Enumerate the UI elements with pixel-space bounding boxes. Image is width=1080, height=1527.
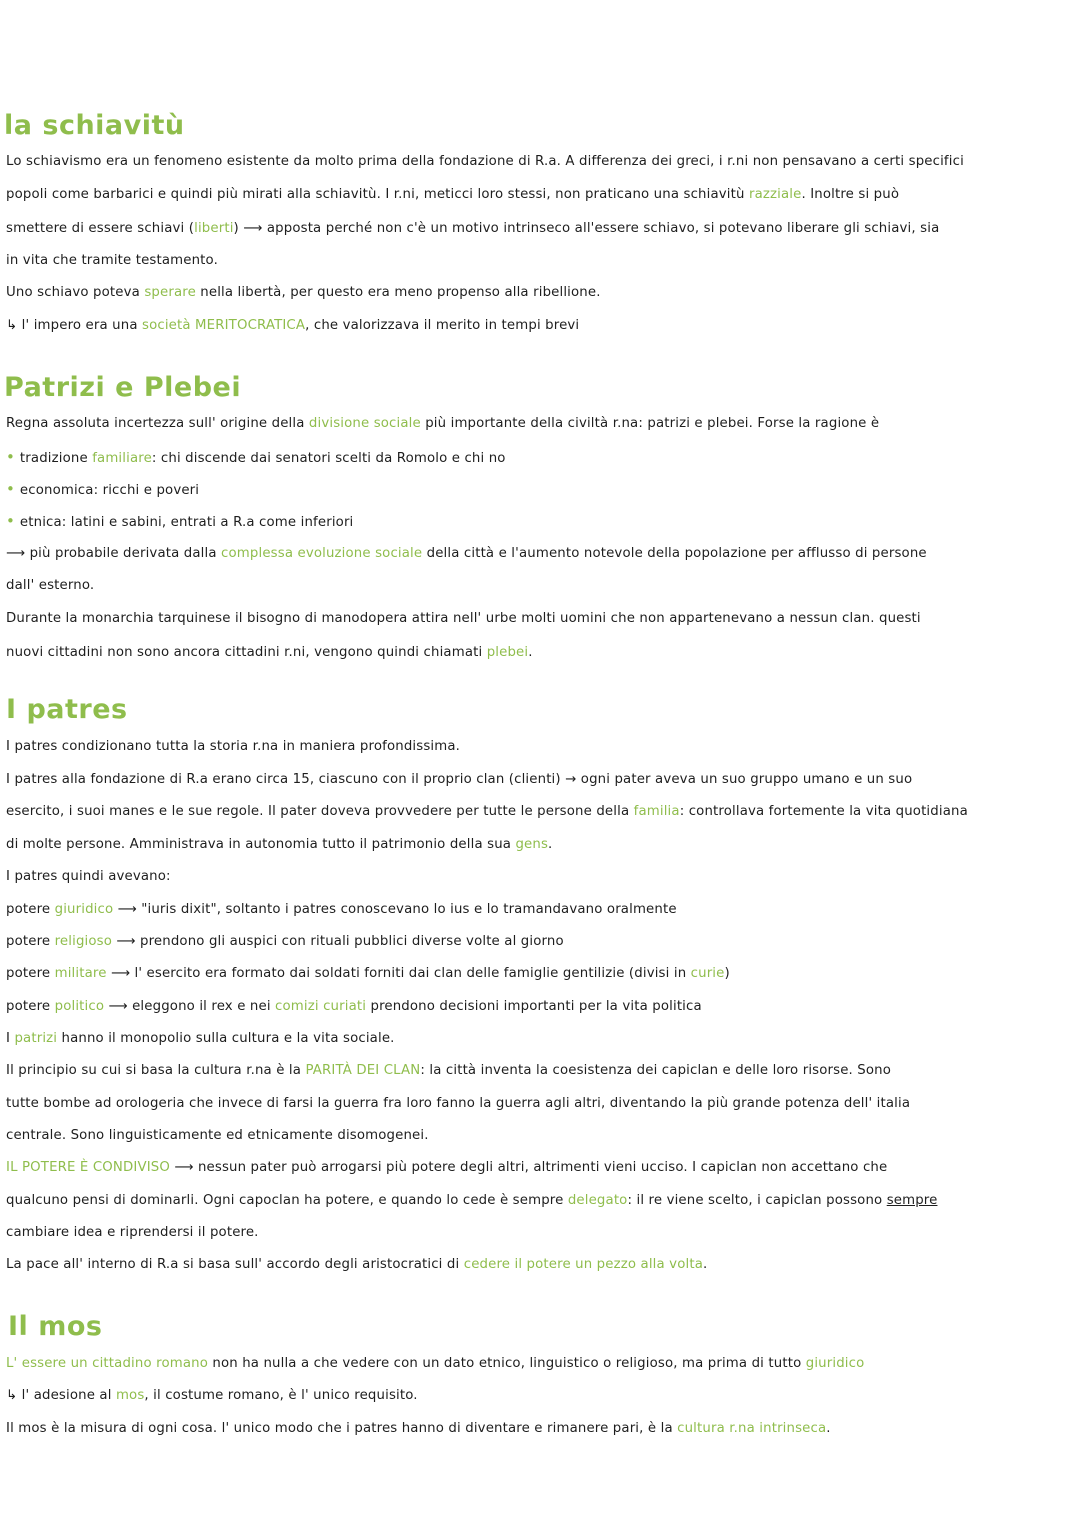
highlight: mos [115,1388,145,1403]
text-line: in vita che tramite testamento. [6,253,218,268]
bullet-item: • etnica: latini e sabini, entrati a R.a come inferiori [6,512,354,530]
text-line: dall' esterno. [6,578,95,593]
highlight: cultura r.na intrinseca [677,1421,827,1436]
highlight: politico [54,999,105,1014]
text-line: potere religioso ⟶ prendono gli auspici con rituali pubblici diverse volte al giorno [6,934,564,949]
text-line: ↳ l' impero era una società MERITOCRATICA, che valorizzava il merito in tempi brevi [6,318,580,333]
text-line: IL POTERE È CONDIVISO ⟶ nessun pater può arrogarsi più potere degli altri, altrimenti vieni ucciso. I capiclan non accettano che [6,1160,888,1175]
highlight: comizi curiati [275,999,367,1014]
text-line: centrale. Sono linguisticamente ed etnicamente disomogenei. [6,1128,429,1143]
text-line: ↳ l' adesione al mos, il costume romano, è l' unico requisito. [6,1388,418,1403]
highlight: religioso [54,934,113,949]
highlight: divisione sociale [308,416,421,431]
highlight: patrizi [14,1031,58,1046]
highlight: delegato [567,1193,628,1208]
text-line: Il principio su cui si basa la cultura r.na è la PARITÀ DEI CLAN: la città inventa la coesistenza dei capiclan e delle loro risorse. Sono [6,1063,892,1078]
bullet-item: • economica: ricchi e poveri [6,480,200,498]
text-line: I patrizi hanno il monopolio sulla cultura e la vita sociale. [6,1031,395,1046]
highlight: familiare [92,451,152,466]
highlight: familia [633,804,680,819]
section-title-patrizi-plebei: Patrizi e Plebei [4,372,242,403]
highlight: cedere il potere un pezzo alla volta [463,1257,703,1272]
text-line: I patres alla fondazione di R.a erano circa 15, ciascuno con il proprio clan (clienti) → ogni pater aveva un suo gruppo umano e un suo [6,772,913,787]
bullet-dot: • [6,448,20,466]
highlight: liberti [194,221,234,236]
text-line: Lo schiavismo era un fenomeno esistente da molto prima della fondazione di R.a. A differenza dei greci, i r.ni non pensavano a certi specifici [6,154,964,169]
text-line: Uno schiavo poteva sperare nella libertà, per questo era meno propenso alla ribellione. [6,285,601,300]
text-line: Il mos è la misura di ogni cosa. l' unico modo che i patres hanno di diventare e rimanere pari, è la cultura r.na intrinseca. [6,1421,831,1436]
text-line: smettere di essere schiavi (liberti) ⟶ apposta perché non c'è un motivo intrinseco all'essere schiavo, si potevano liberare gli schiavi, sia [6,221,940,236]
highlight: L' essere un cittadino romano [6,1356,208,1371]
text-line: popoli come barbarici e quindi più mirati alla schiavitù. I r.ni, meticci loro stessi, non praticano una schiavitù razziale. Inoltre si può [6,187,900,202]
text-line: I patres condizionano tutta la storia r.na in maniera profondissima. [6,739,461,754]
highlight: militare [54,966,107,981]
highlight: IL POTERE È CONDIVISO [6,1160,170,1175]
highlight: complessa evoluzione sociale [221,546,423,561]
bullet-dot: • [6,480,20,498]
highlight: giuridico [805,1356,865,1371]
text-line: tutte bombe ad orologeria che invece di farsi la guerra fra loro fanno la guerra agli altri, diventando la più grande potenza dell' italia [6,1096,911,1111]
text-line: Durante la monarchia tarquinese il bisogno di manodopera attira nell' urbe molti uomini che non appartenevano a nessun clan. questi [6,611,921,626]
text-line: Regna assoluta incertezza sull' origine della divisione sociale più importante della civiltà r.na: patrizi e plebei. Forse la ragione è [6,416,880,431]
text-line: L' essere un cittadino romano non ha nulla a che vedere con un dato etnico, linguistico o religioso, ma prima di tutto giuridico [6,1356,865,1371]
text-line: La pace all' interno di R.a si basa sull' accordo degli aristocratici di cedere il potere un pezzo alla volta. [6,1257,708,1272]
text-line: I patres quindi avevano: [6,869,171,884]
text-line: qualcuno pensi di dominarli. Ogni capoclan ha potere, e quando lo cede è sempre delegato: il re viene scelto, i capiclan possono sempre [6,1193,938,1208]
highlight: sperare [144,285,196,300]
text-line: potere militare ⟶ l' esercito era formato dai soldati forniti dai clan delle famiglie gentilizie (divisi in curie) [6,966,730,981]
section-title-patres: I patres [6,694,128,725]
highlight: PARITÀ DEI CLAN [305,1063,421,1078]
highlight: gens [515,837,549,852]
text-line: potere politico ⟶ eleggono il rex e nei comizi curiati prendono decisioni importanti per la vita politica [6,999,702,1014]
highlight: giuridico [54,902,114,917]
bullet-item: • tradizione familiare: chi discende dai senatori scelti da Romolo e chi no [6,448,506,466]
text-line: esercito, i suoi manes e le sue regole. Il pater doveva provvedere per tutte le persone della familia: controllava fortemente la vita quotidiana [6,804,968,819]
bullet-dot: • [6,512,20,530]
highlight: curie [690,966,725,981]
text-line: di molte persone. Amministrava in autonomia tutto il patrimonio della sua gens. [6,837,553,852]
section-title-schiavitu: la schiavitù [4,110,185,141]
text-line: cambiare idea e riprendersi il potere. [6,1225,259,1240]
text-line: potere giuridico ⟶ "iuris dixit", soltanto i patres conoscevano lo ius e lo tramandavano oralmente [6,902,677,917]
text-line: nuovi cittadini non sono ancora cittadini r.ni, vengono quindi chiamati plebei. [6,645,533,660]
highlight: razziale [748,187,802,202]
text-line: ⟶ più probabile derivata dalla complessa evoluzione sociale della città e l'aumento notevole della popolazione per afflusso di persone [6,546,927,561]
underlined-word: sempre [886,1193,938,1208]
highlight: società MERITOCRATICA [142,318,306,333]
section-title-mos: Il mos [8,1311,103,1342]
highlight: plebei [486,645,529,660]
